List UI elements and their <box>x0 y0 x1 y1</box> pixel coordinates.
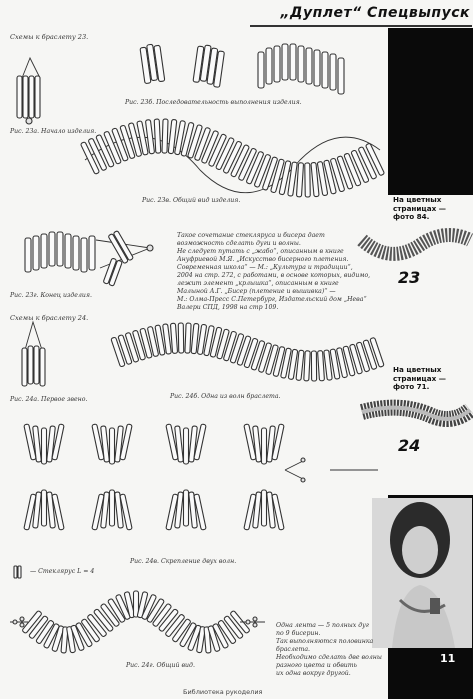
caption-24a: Рис. 24а. Первое звено. <box>10 396 88 403</box>
label-line: страницах — <box>393 203 446 213</box>
bugle-bead <box>110 490 115 526</box>
bugle-bead <box>170 323 177 353</box>
note-line: Одна лента — 5 полных дуг <box>276 622 369 629</box>
note-line: Малыной А.Г. „Бисер (плетение и вышивка)“ — <box>177 288 336 295</box>
diagram-23v <box>80 119 384 197</box>
page-number: 11 <box>440 652 456 665</box>
bugle-bead <box>262 490 267 526</box>
bugle-bead <box>262 428 267 464</box>
bugle-bead <box>162 119 168 153</box>
diagram-24v <box>24 424 378 530</box>
bugle-bead <box>184 428 189 464</box>
diagram-24g <box>10 591 265 653</box>
caption-23g: Рис. 23г. Конец изделия. <box>10 292 92 299</box>
note-line: Так выполняются половинка <box>276 638 374 645</box>
photo-bracelet-24 <box>360 392 473 437</box>
caption-23b: Рис. 23б. Последовательность выполнения изделия. <box>125 99 302 106</box>
bugle-bead <box>42 428 47 464</box>
note-line: браслета. <box>276 646 311 653</box>
note-line: Необходимо сделать две волны <box>276 654 382 661</box>
caption-24b: Рис. 24б. Одна из волн браслета. <box>170 393 281 400</box>
final-note <box>276 622 382 678</box>
legend-text: — Стеклярус L = 4 <box>30 568 95 575</box>
diagram-23g <box>25 231 153 287</box>
note-line: их одна вокруг другой. <box>276 670 351 677</box>
join-24v <box>24 424 284 530</box>
note-line: Не следует путать с „жабо“, описанным в книге <box>177 248 344 255</box>
description-note <box>177 232 370 312</box>
photo-84-label <box>393 196 446 222</box>
photo-bracelet-23 <box>360 218 473 268</box>
caption-23a: Рис. 23а. Начало изделия. <box>10 128 97 135</box>
bugle-bead <box>184 490 189 526</box>
bugle-bead <box>296 163 303 197</box>
note-line: возможность сделать дуги и волны. <box>177 240 301 247</box>
caption-23v: Рис. 23в. Общий вид изделия. <box>142 197 241 204</box>
section-24-title: Схемы к браслету 24. <box>10 314 89 322</box>
bugle-bead <box>311 351 316 381</box>
bugle-bead <box>110 428 115 464</box>
bugle-bead <box>304 351 310 381</box>
label-line: фото 84. <box>393 212 430 221</box>
bugle-bead <box>178 323 183 353</box>
label-line: На цветных <box>393 365 442 374</box>
note-line: Такое сочетание стекляруса и бисера дает <box>177 232 325 239</box>
photo-model <box>372 498 472 648</box>
bracelet-number-24: 24 <box>398 436 421 455</box>
note-line: лежит элемент „крлышка“, описанным в книге <box>177 280 339 287</box>
footer-text: Библиотека рукоделия <box>183 688 263 696</box>
caption-24g: Рис. 24г. Общий вид. <box>126 662 195 669</box>
note-line: разного цвета и обвить <box>276 662 358 669</box>
note-line: Ануфриевой М.Я. „Искусство бисерного плетения. <box>177 256 349 263</box>
note-line: 2004 на стр. 272, с работами, в основе которых, видимо, <box>177 272 371 279</box>
photo-71-label <box>393 366 446 392</box>
bugle-bead <box>185 323 191 353</box>
wave-24g <box>22 591 250 653</box>
note-line: М.: Олма-Пресс С.Петербург, Издательский дом „Нева“ <box>177 296 367 303</box>
note-line: по 9 бисерин. <box>276 630 321 637</box>
diagram-24b <box>111 323 384 381</box>
caption-24v: Рис. 24в. Скрепление двух волн. <box>130 558 237 565</box>
label-line: фото 71. <box>393 382 430 391</box>
bracelet-number-23: 23 <box>398 268 421 287</box>
section-23-title: Схемы к браслету 23. <box>10 33 89 41</box>
diagram-24a <box>22 322 45 386</box>
note-line: Современная школа“ — М.: „Культура и традиции“, <box>177 264 353 271</box>
bugle-bead <box>42 490 47 526</box>
wave-24b <box>111 323 384 381</box>
label-line: На цветных <box>393 195 442 204</box>
label-line: страницах — <box>393 373 446 383</box>
diagram-23b <box>140 43 344 94</box>
bugle-bead <box>305 163 311 197</box>
wave-23v <box>80 119 384 197</box>
brand-title: „Дуплет“ Спецвыпуск <box>280 5 470 21</box>
legend-bead-icon <box>14 566 21 578</box>
note-line: Валери СПД, 1998 на стр 109. <box>177 304 279 311</box>
bugle-bead <box>154 119 161 153</box>
bugle-bead <box>318 351 325 381</box>
diagram-23a <box>17 58 40 124</box>
